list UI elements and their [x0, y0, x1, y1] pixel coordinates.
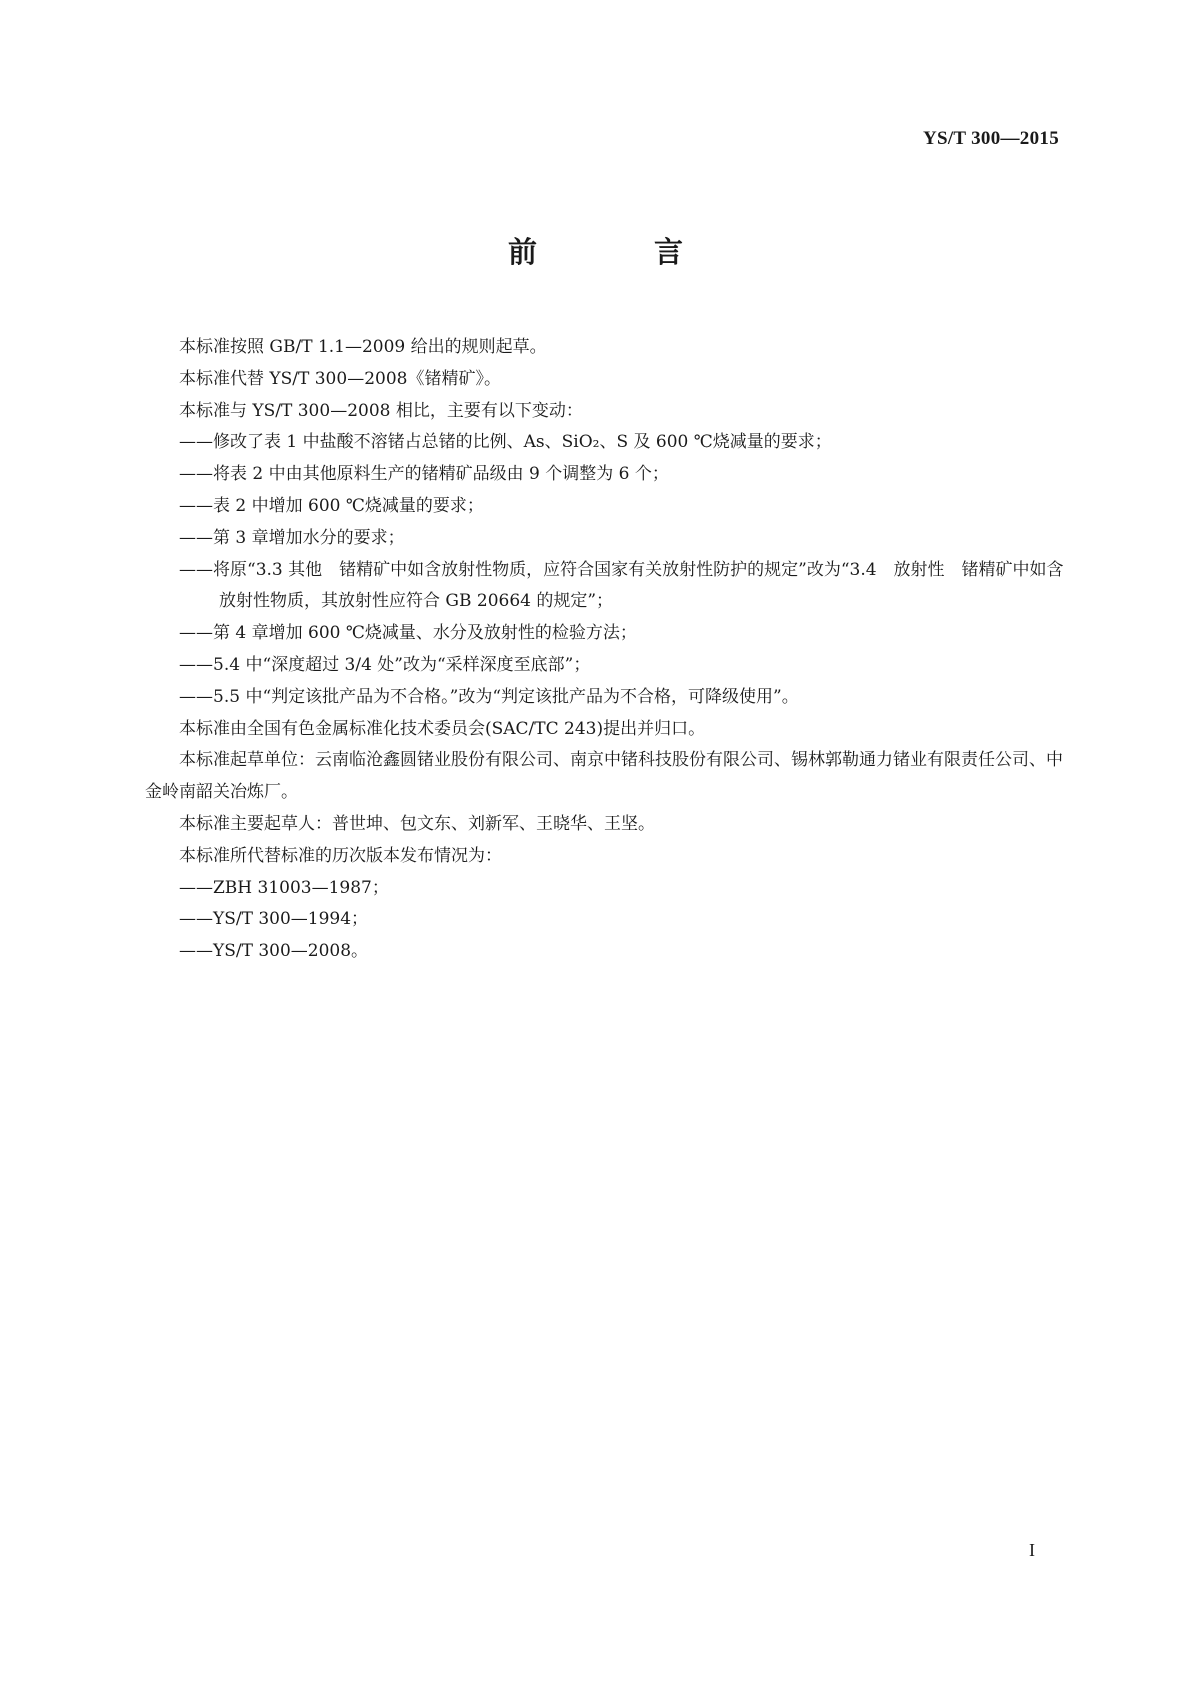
paragraph-drafting-units: 本标准起草单位：云南临沧鑫圆锗业股份有限公司、南京中锗科技股份有限公司、锡林郭勒通力锗业有限责任公司、中金岭南韶关冶炼厂。 [145, 750, 1063, 803]
paragraph-replaces: 本标准代替 YS/T 300—2008《锗精矿》。 [179, 368, 501, 389]
standard-code: YS/T 300—2015 [922, 128, 1059, 149]
change-item: ——5.5 中“判定该批产品为不合格。”改为“判定该批产品为不合格，可降级使用”。 [179, 686, 799, 707]
change-item: ——将表 2 中由其他原料生产的锗精矿品级由 9 个调整为 6 个； [179, 464, 669, 485]
history-item: ——YS/T 300—1994； [179, 909, 369, 930]
history-item: ——ZBH 31003—1987； [179, 877, 389, 898]
paragraph-drafting-rule: 本标准按照 GB/T 1.1—2009 给出的规则起草。 [179, 337, 547, 357]
change-item: ——5.4 中“深度超过 3/4 处”改为“采样深度至底部”； [179, 654, 591, 675]
change-item: ——第 3 章增加水分的要求； [179, 527, 405, 548]
page-title: 前 言 [507, 235, 727, 269]
change-item: ——第 4 章增加 600 ℃烧减量、水分及放射性的检验方法； [179, 623, 637, 644]
change-item: ——表 2 中增加 600 ℃烧减量的要求； [179, 495, 484, 516]
history-item: ——YS/T 300—2008。 [179, 941, 369, 962]
change-item: ——将原“3.3 其他 锗精矿中如含放射性物质，应符合国家有关放射性防护的规定”改为“3.4 放射性 锗精矿中如含放射性物质，其放射性应符合 GB 20664 的规定”； [179, 559, 1064, 612]
page-number: I [1029, 1540, 1035, 1560]
document-body [145, 332, 1065, 968]
paragraph-changes-intro: 本标准与 YS/T 300—2008 相比，主要有以下变动： [179, 400, 583, 421]
change-item: ——修改了表 1 中盐酸不溶锗占总锗的比例、As、SiO₂、S 及 600 ℃烧减量的要求； [179, 432, 832, 453]
paragraph-proposer: 本标准由全国有色金属标准化技术委员会(SAC/TC 243)提出并归口。 [179, 718, 706, 739]
paragraph-drafters: 本标准主要起草人：普世坤、包文东、刘新军、王晓华、王坚。 [179, 813, 655, 834]
paragraph-history-intro: 本标准所代替标准的历次版本发布情况为： [179, 845, 502, 866]
